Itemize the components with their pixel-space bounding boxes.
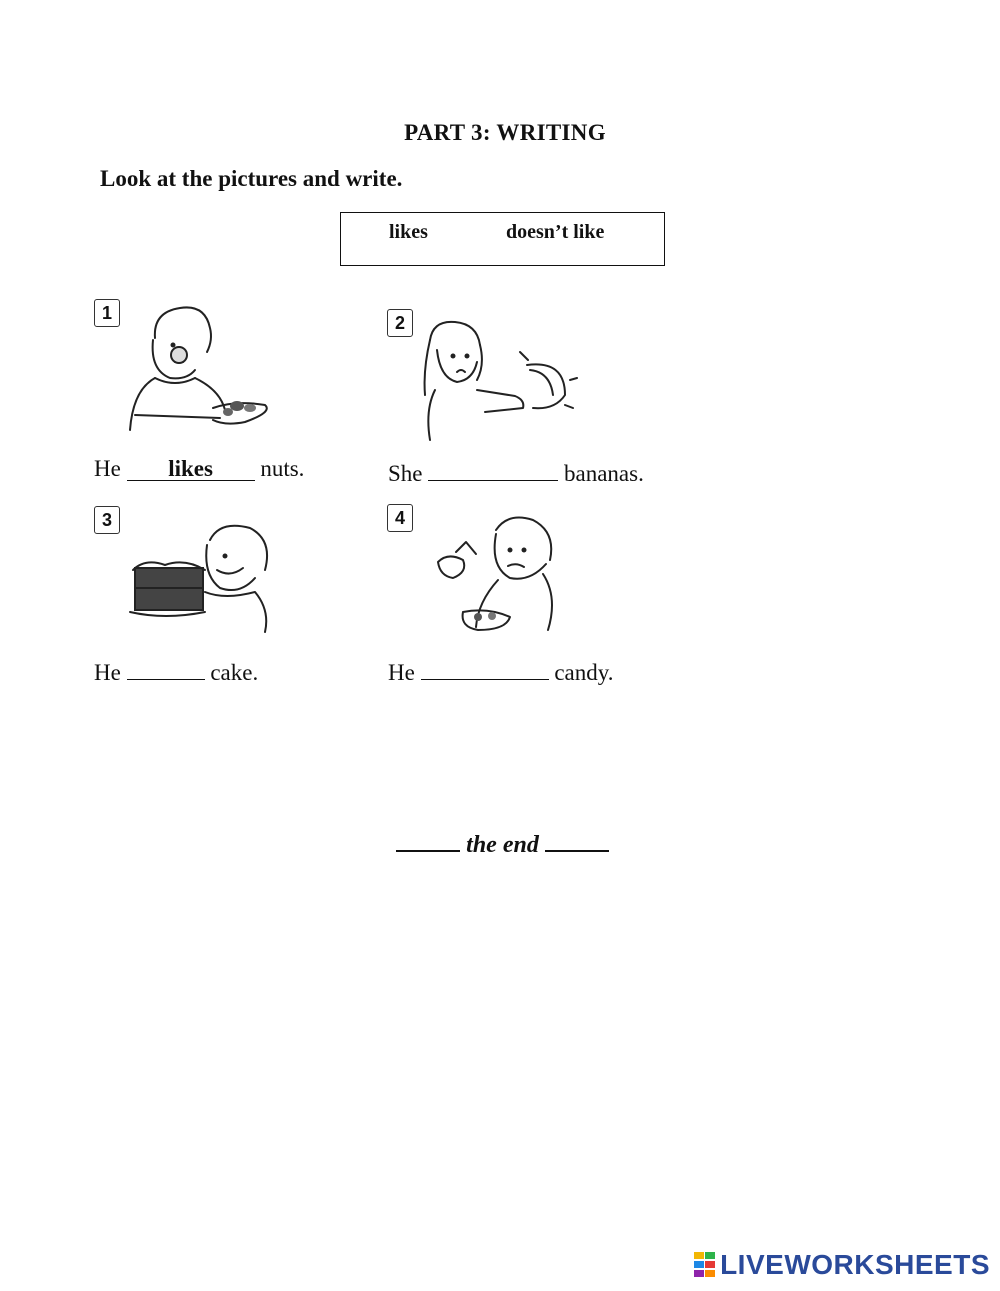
item-number-3: 3 [94, 506, 120, 534]
sentence-3-subject: He [94, 660, 121, 686]
sentence-1-object: nuts. [260, 456, 305, 481]
sentence-4-object: candy. [554, 660, 614, 686]
answer-blank-4[interactable] [421, 655, 549, 680]
answer-blank-3[interactable] [127, 655, 205, 680]
boy-with-cake-illustration [125, 520, 275, 635]
sentence-1 [94, 456, 304, 482]
answer-1: likes [168, 456, 213, 481]
page-title: PART 3: WRITING [404, 120, 606, 145]
girl-with-banana-illustration [415, 310, 585, 445]
item-number-4: 4 [387, 504, 413, 532]
closing-line-right [545, 826, 609, 852]
word-bank [340, 212, 665, 266]
liveworksheets-watermark [694, 1249, 990, 1281]
closing-text [0, 826, 1000, 859]
sentence-4 [388, 655, 614, 686]
watermark-text: LIVEWORKSHEETS [720, 1249, 990, 1280]
sentence-1-subject: He [94, 456, 121, 481]
sentence-2-object: bananas. [564, 461, 644, 487]
liveworksheets-logo-icon [694, 1252, 716, 1278]
sentence-3-object: cake. [210, 660, 259, 686]
sentence-4-subject: He [388, 660, 415, 686]
item-number-1: 1 [94, 299, 120, 327]
boy-with-candy-illustration [418, 512, 568, 632]
answer-blank-2[interactable] [428, 456, 558, 481]
closing-line-left [396, 826, 460, 852]
answer-blank-1[interactable] [127, 456, 255, 481]
closing-label: the end [466, 832, 539, 858]
sentence-3 [94, 655, 258, 686]
sentence-2-subject: She [388, 461, 423, 487]
sentence-2 [388, 456, 644, 487]
instruction: Look at the pictures and write. [100, 166, 403, 191]
word-bank-item-likes: likes [389, 221, 428, 243]
word-bank-item-doesnt-like: doesn’t like [506, 221, 605, 243]
boy-with-nuts-illustration [125, 300, 275, 440]
item-number-2: 2 [387, 309, 413, 337]
